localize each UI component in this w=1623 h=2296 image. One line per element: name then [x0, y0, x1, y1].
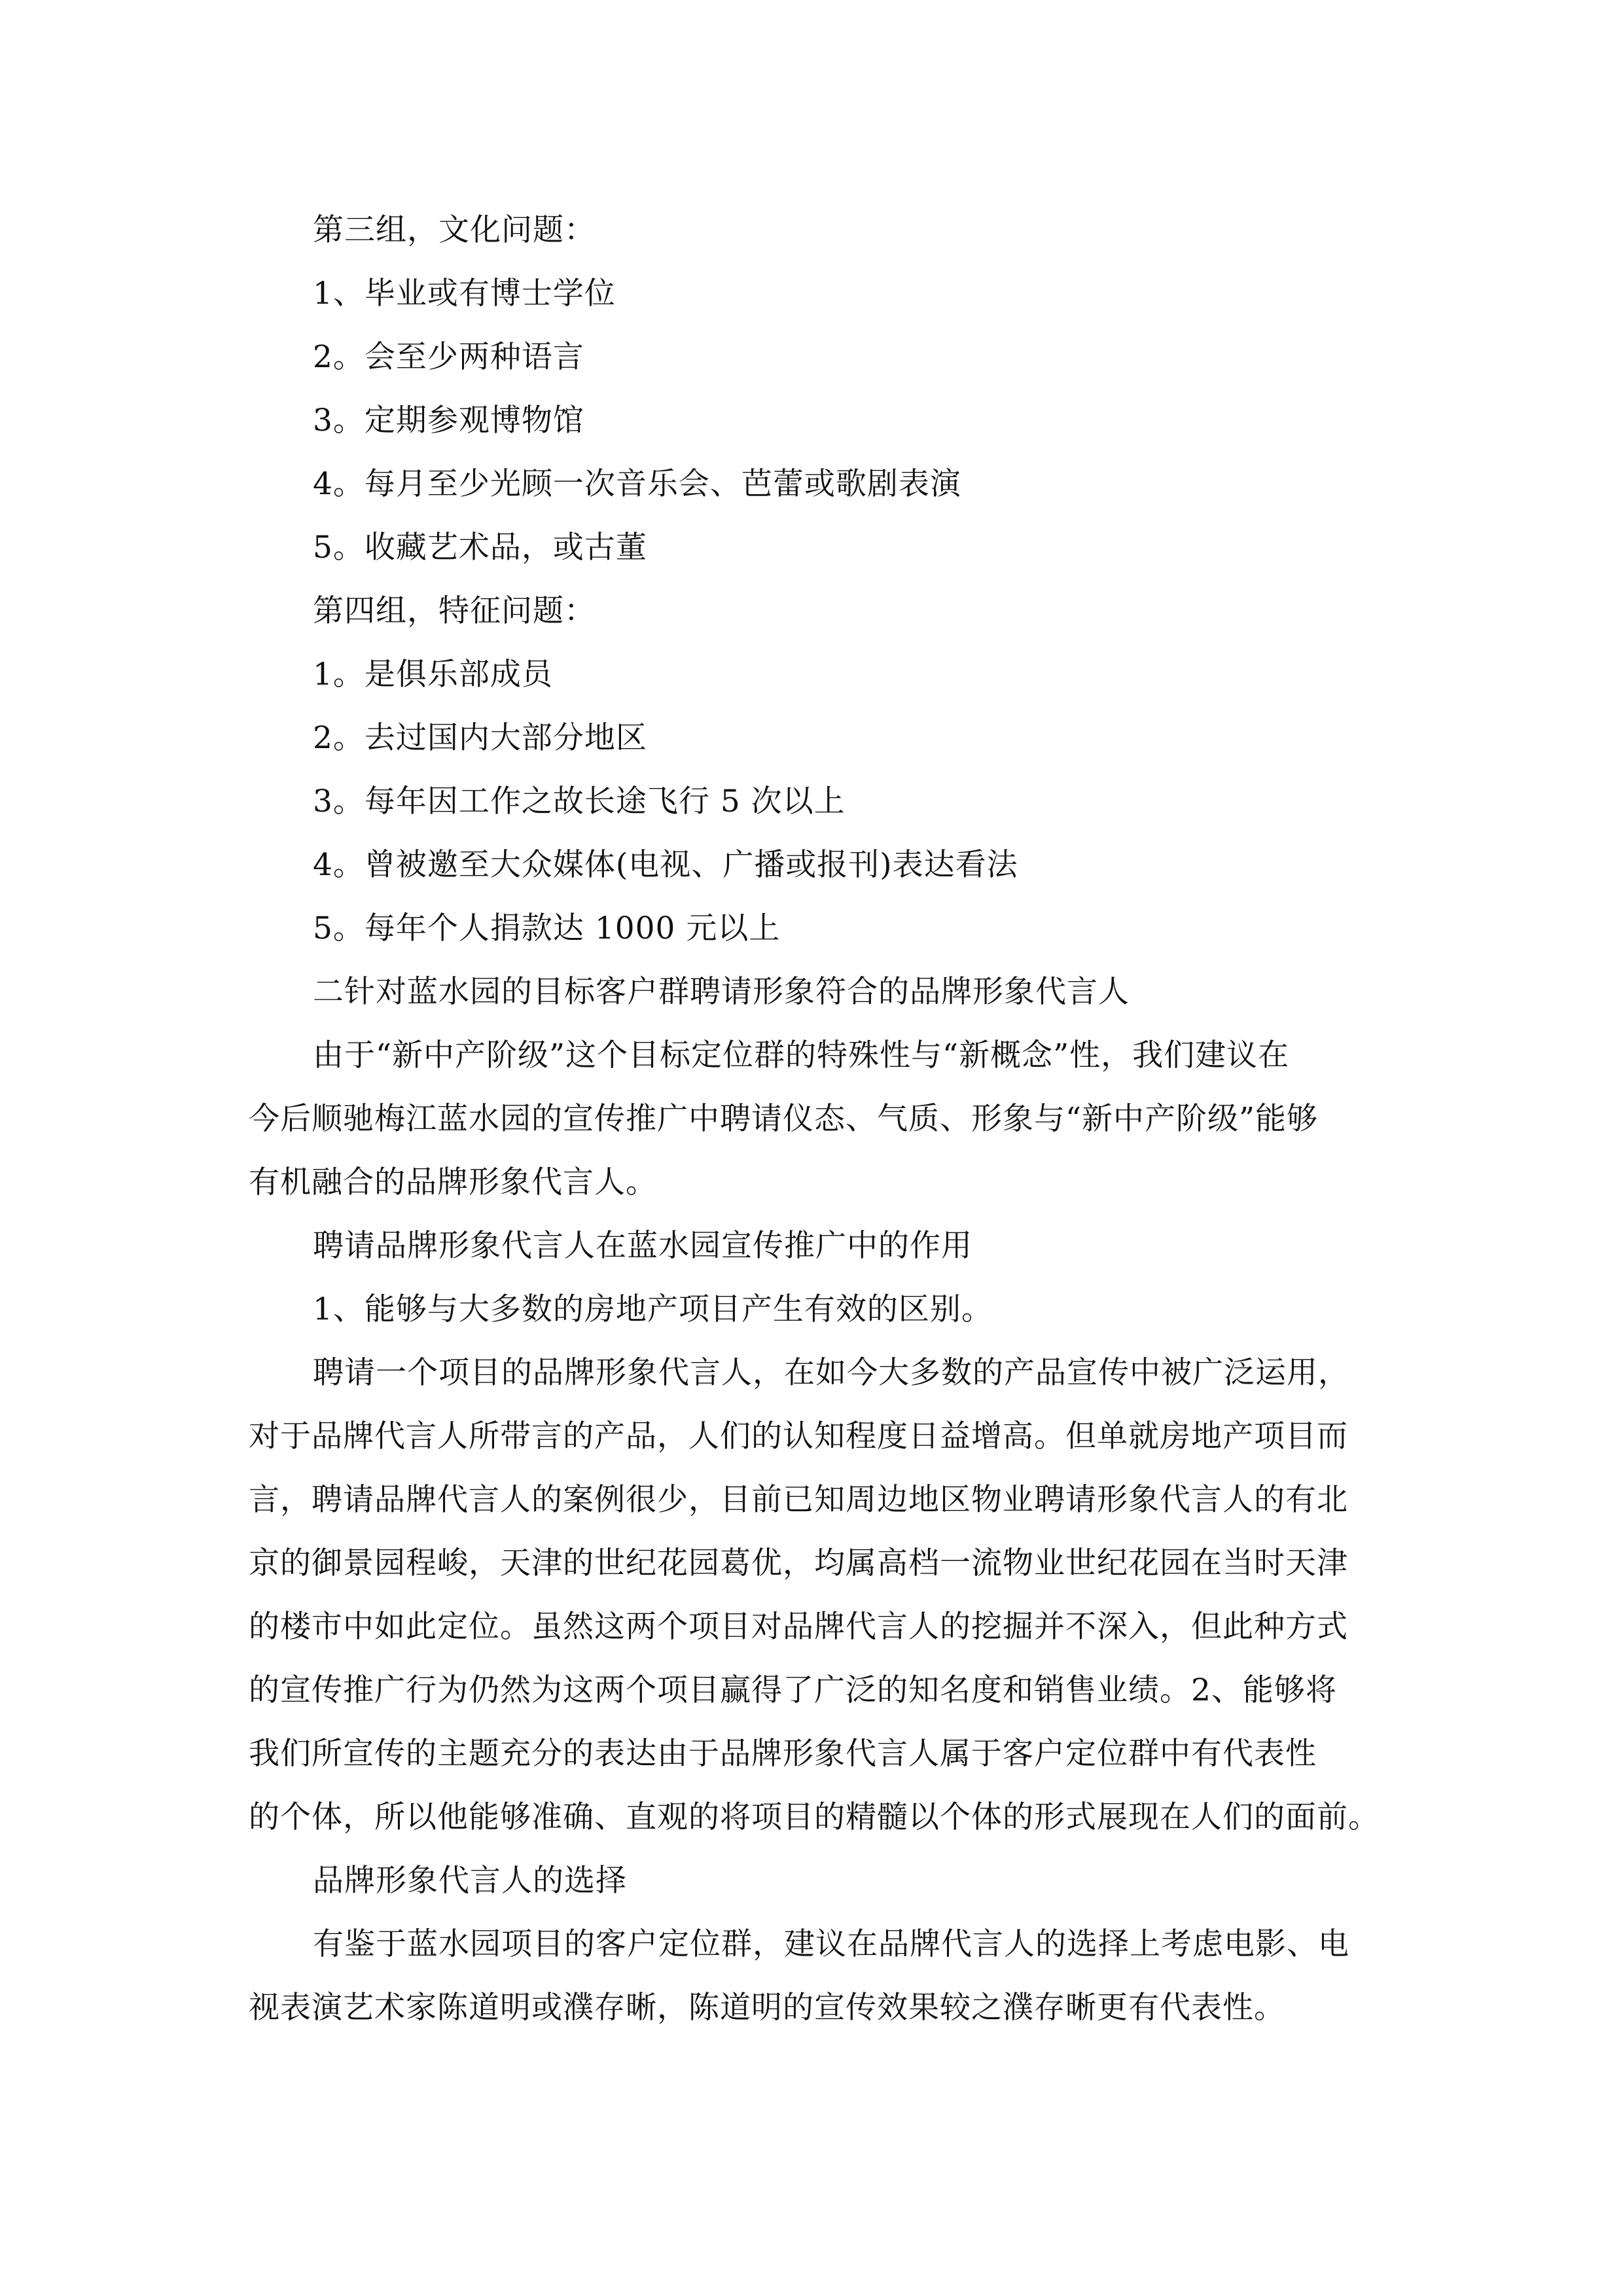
intro-line-1: 由于“新中产阶级”这个目标定位群的特殊性与“新概念”性，我们建议在 [313, 1037, 1290, 1073]
group3-heading: 第三组，文化问题： [313, 212, 596, 248]
group4-item-2: 2。去过国内大部分地区 [313, 720, 647, 756]
choice-heading: 品牌形象代言人的选择 [313, 1863, 627, 1899]
role-text-line-7: 我们所宣传的主题充分的表达由于品牌形象代言人属于客户定位群中有代表性 [249, 1736, 1317, 1772]
group4-item-5: 5。每年个人捐款达 1000 元以上 [313, 910, 781, 946]
role-text-line-1: 聘请一个项目的品牌形象代言人，在如今大多数的产品宣传中被广泛运用， [313, 1355, 1349, 1391]
group3-item-1: 1、毕业或有博士学位 [313, 276, 616, 312]
group4-heading: 第四组，特征问题： [313, 593, 596, 629]
group3-item-4: 4。每月至少光顾一次音乐会、芭蕾或歌剧表演 [313, 466, 961, 502]
choice-text-line-1: 有鉴于蓝水园项目的客户定位群，建议在品牌代言人的选择上考虑电影、电 [313, 1926, 1349, 1962]
group3-item-2: 2。会至少两种语言 [313, 339, 584, 375]
role-text-line-5: 的楼市中如此定位。虽然这两个项目对品牌代言人的挖掘并不深入，但此种方式 [249, 1609, 1348, 1645]
role-text-line-6: 的宣传推广行为仍然为这两个项目赢得了广泛的知名度和销售业绩。2、能够将 [249, 1672, 1337, 1708]
group4-item-1: 1。是俱乐部成员 [313, 656, 553, 692]
role-text-line-2: 对于品牌代言人所带言的产品，人们的认知程度日益增高。但单就房地产项目而 [249, 1418, 1348, 1454]
group3-item-3: 3。定期参观博物馆 [313, 403, 584, 439]
group3-item-5: 5。收藏艺术品，或古董 [313, 529, 647, 565]
intro-line-2: 今后顺驰梅江蓝水园的宣传推广中聘请仪态、气质、形象与“新中产阶级”能够 [249, 1101, 1319, 1137]
choice-text-line-2: 视表演艺术家陈道明或濮存晰，陈道明的宣传效果较之濮存晰更有代表性。 [249, 1990, 1285, 2026]
role-heading: 聘请品牌形象代言人在蓝水园宣传推广中的作用 [313, 1228, 972, 1264]
intro-line-3: 有机融合的品牌形象代言人。 [249, 1164, 657, 1200]
point-1: 1、能够与大多数的房地产项目产生有效的区别。 [313, 1291, 993, 1327]
group4-item-4: 4。曾被邀至大众媒体(电视、广播或报刊)表达看法 [313, 847, 1018, 883]
role-text-line-4: 京的御景园程峻，天津的世纪花园葛优，均属高档一流物业世纪花园在当时天津 [249, 1545, 1348, 1581]
group4-item-3: 3。每年因工作之故长途飞行 5 次以上 [313, 783, 846, 819]
role-text-line-3: 言，聘请品牌代言人的案例很少，目前已知周边地区物业聘请形象代言人的有北 [249, 1482, 1348, 1518]
section-title: 二针对蓝水园的目标客户群聘请形象符合的品牌形象代言人 [313, 974, 1130, 1010]
role-text-line-8: 的个体，所以他能够准确、直观的将项目的精髓以个体的形式展现在人们的面前。 [249, 1799, 1380, 1835]
